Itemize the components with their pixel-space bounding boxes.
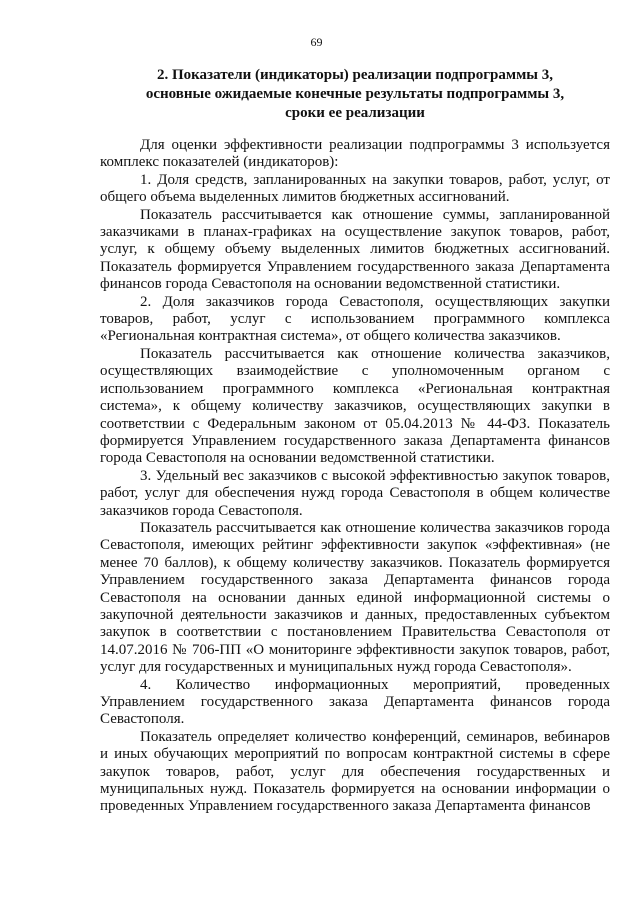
paragraph-indicator-3-description: Показатель рассчитывается как отношение количества заказчиков города Севастополя, имеющих рейтинг эффективности закупок «эффективная» (не менее 70 баллов), к общему количеству заказчиков. Показатель формируется Управлением государственного заказа Департамента финансов города Севастополя на основании данных единой информационной системы о закупочной деятельности заказчиков и данных, предоставленных субъектом закупок в соответствии с постановлением Правительства Севастополя от 14.07.2016 № 706-ПП «О мониторинге эффективности закупок товаров, работ, услуг для государственных и муниципальных нужд города Севастополя». [100, 519, 610, 676]
paragraph-indicator-3: 3. Удельный вес заказчиков с высокой эффективностью закупок товаров, работ, услуг для обеспечения нужд города Севастополя в общем количестве заказчиков города Севастополя. [100, 467, 610, 519]
section-heading [100, 66, 610, 123]
paragraph-indicator-2-description: Показатель рассчитывается как отношение количества заказчиков, осуществляющих взаимодействие с уполномоченным органом с использованием программного комплекса «Региональная контрактная система», к общему количеству заказчиков, осуществляющих закупки в соответствии с Федеральным законом от 05.04.2013 № 44-ФЗ. Показатель формируется Управлением государственного заказа Департамента финансов города Севастополя на основании ведомственной статистики. [100, 345, 610, 467]
paragraph-indicator-2: 2. Доля заказчиков города Севастополя, осуществляющих закупки товаров, работ, услуг с использованием программного комплекса «Региональная контрактная система», от общего количества заказчиков. [100, 293, 610, 345]
paragraph-indicator-1-description: Показатель рассчитывается как отношение суммы, запланированной заказчиками в планах-графиках на осуществление закупок товаров, работ, услуг, к общему объему выделенных лимитов бюджетных ассигнований. Показатель формируется Управлением государственного заказа Департамента финансов города Севастополя на основании ведомственной статистики. [100, 206, 610, 293]
paragraph-intro: Для оценки эффективности реализации подпрограммы 3 используется комплекс показателей (индикаторов): [100, 137, 610, 171]
paragraph-indicator-1: 1. Доля средств, запланированных на закупки товаров, работ, услуг, от общего объема выделенных лимитов бюджетных ассигнований. [100, 171, 610, 206]
heading-line: 2. Показатели (индикаторы) реализации подпрограммы 3, [156, 67, 554, 83]
heading-line: сроки ее реализации [285, 105, 425, 121]
paragraph-indicator-4-description: Показатель определяет количество конференций, семинаров, вебинаров и иных обучающих мероприятий по вопросам контрактной системы в сфере закупок товаров, работ, услуг для обеспечения государственных и муниципальных нужд. Показатель формируется на основании информации о проведенных Управлением государственного заказа Департамента финансов [100, 728, 610, 815]
page-number: 69 [310, 35, 323, 49]
heading-line: основные ожидаемые конечные результаты подпрограммы 3, [145, 86, 565, 102]
body-text [100, 137, 610, 816]
paragraph-indicator-4: 4. Количество информационных мероприятий, проведенных Управлением государственного заказа Департамента финансов города Севастополя. [100, 676, 610, 728]
